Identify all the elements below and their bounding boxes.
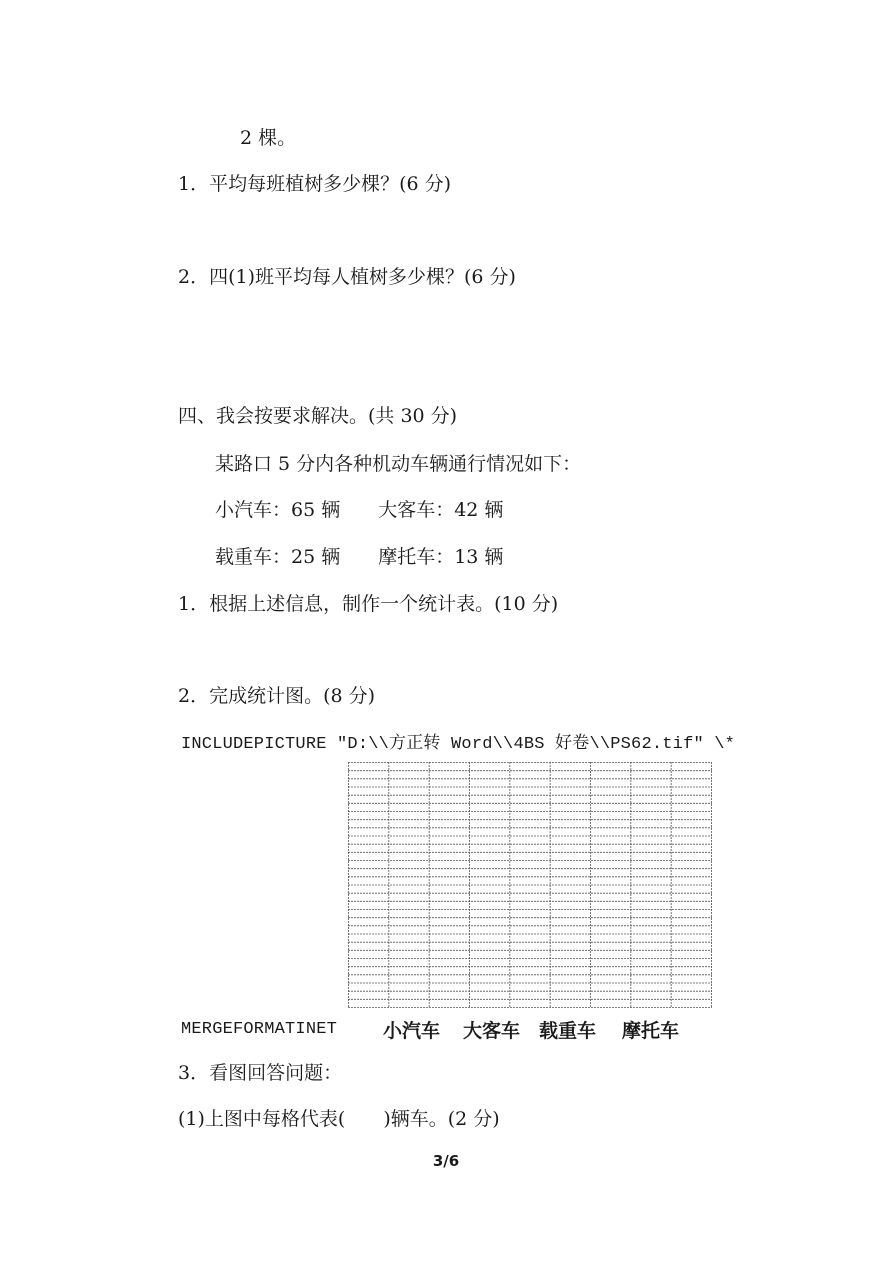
category-label-motorcycle: 摩托车 (622, 1020, 680, 1042)
question-2: 2．四(1)班平均每人植树多少棵？(6 分) (178, 266, 516, 288)
field-code-includepicture: INCLUDEPICTURE "D:\\方正转 Word\\4BS 好卷\\PS62.tif" \* (181, 735, 736, 754)
vehicle-data-row-1: 小汽车：65 辆 大客车：42 辆 (215, 499, 504, 521)
task-2: 2．完成统计图。(8 分) (178, 685, 376, 707)
continued-text: 2 棵。 (240, 127, 297, 149)
category-label-truck: 载重车 (539, 1020, 597, 1042)
task-3: 3．看图回答问题： (178, 1062, 343, 1084)
category-label-car: 小汽车 (383, 1020, 441, 1042)
question-1: 1．平均每班植树多少棵？(6 分) (178, 173, 452, 195)
task-3-1: (1)上图中每格代表( )辆车。(2 分) (178, 1108, 500, 1130)
bar-chart-grid (348, 762, 712, 1008)
task-1: 1．根据上述信息，制作一个统计表。(10 分) (178, 593, 559, 615)
category-label-bus: 大客车 (463, 1020, 521, 1042)
section-4-heading: 四、我会按要求解决。(共 30 分) (178, 405, 458, 427)
page-number: 3/6 (432, 1152, 460, 1170)
problem-intro: 某路口 5 分内各种机动车辆通行情况如下： (215, 453, 582, 475)
vehicle-data-row-2: 载重车：25 辆 摩托车：13 辆 (215, 546, 504, 568)
field-code-mergeformat: MERGEFORMATINET (181, 1020, 338, 1039)
